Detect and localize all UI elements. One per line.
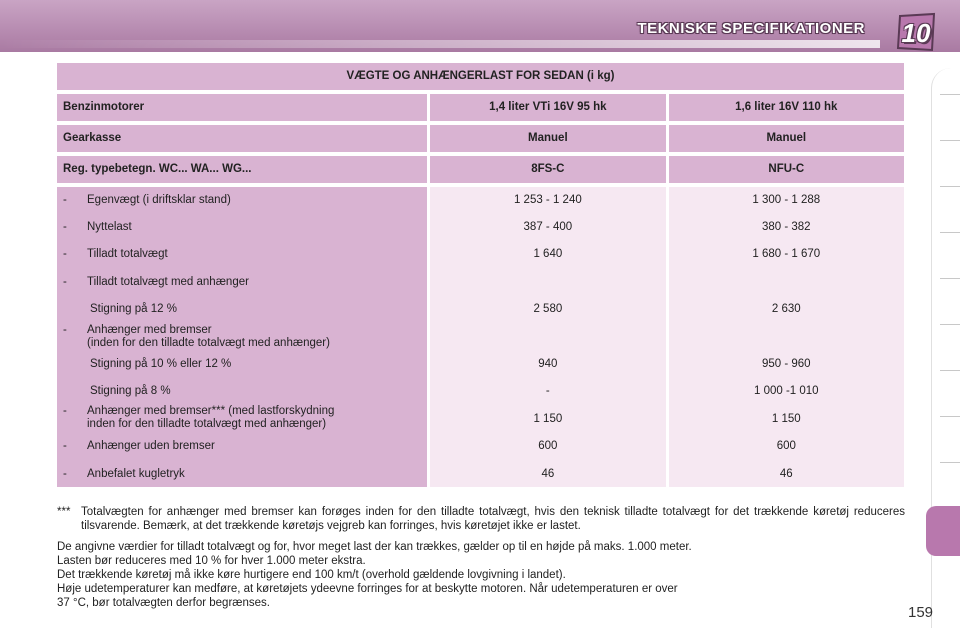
table-cell: 1 680 - 1 670 — [752, 248, 821, 260]
weights-table — [57, 63, 904, 487]
value-column-2 — [669, 187, 904, 487]
table-row-label: - Anhænger med bremser*** (med lastforskydning — [63, 405, 335, 417]
side-tab-divider — [940, 324, 960, 325]
table-row-label: Stigning på 8 % — [90, 385, 171, 397]
header-col1: 8FS-C — [430, 156, 665, 183]
paragraph-line: De angivne værdier for tilladt totalvægt og for, hvor meget last der kan trækkes, gælder op til en højde på maks. 1.000 meter. — [57, 541, 692, 553]
header-col2: 1,6 liter 16V 110 hk — [669, 94, 904, 121]
paragraph-line: Lasten bør reduceres med 10 % for hver 1.000 meter ekstra. — [57, 555, 366, 567]
paragraph-line: Det trækkende køretøj må ikke køre hurtigere end 100 km/t (overhold gældende lovgivning i landet). — [57, 569, 566, 581]
page-number: 159 — [908, 604, 934, 621]
header-label: Gearkasse — [57, 125, 427, 152]
table-row-label: - Tilladt totalvægt med anhænger — [63, 276, 249, 288]
table-cell: 46 — [541, 468, 555, 480]
side-tabs — [930, 68, 960, 548]
value-column-1 — [430, 187, 665, 487]
table-row-label: Stigning på 10 % eller 12 % — [90, 358, 232, 370]
header-col2: NFU-C — [669, 156, 904, 183]
table-row-label: - Nyttelast — [63, 221, 132, 233]
table-header-row — [57, 156, 904, 183]
side-tab-divider — [940, 94, 960, 95]
table-row-label: - Egenvægt (i driftsklar stand) — [63, 194, 231, 206]
table-cell: 600 — [776, 440, 796, 452]
side-tab-divider — [940, 416, 960, 417]
table-cell: 600 — [538, 440, 558, 452]
side-tab-divider — [940, 140, 960, 141]
table-body — [57, 187, 904, 487]
paragraph-line: 37 °C, bør totalvægten derfor begrænses. — [57, 597, 270, 609]
side-tab-divider — [940, 370, 960, 371]
info-paragraph — [57, 540, 905, 610]
table-cell: 1 253 - 1 240 — [513, 194, 582, 206]
side-tab-divider — [940, 186, 960, 187]
side-tab-divider — [940, 462, 960, 463]
table-cell: 950 - 960 — [761, 358, 811, 370]
side-tab-divider — [940, 278, 960, 279]
table-cell: 1 000 -1 010 — [753, 385, 819, 397]
table-row-label: Stigning på 12 % — [90, 303, 177, 315]
footnote — [57, 505, 905, 533]
header-col1: 1,4 liter VTi 16V 95 hk — [430, 94, 665, 121]
table-row-label: - Anhænger uden bremser — [63, 440, 215, 452]
table-row-label: - Anbefalet kugletryk — [63, 468, 185, 480]
table-row-label: - Tilladt totalvægt — [63, 248, 168, 260]
table-title: VÆGTE OG ANHÆNGERLAST FOR SEDAN (i kg) — [57, 63, 904, 90]
chapter-title: TEKNISKE SPECIFIKATIONER — [637, 20, 865, 37]
table-cell: 1 150 — [771, 413, 801, 425]
table-cell: 2 580 — [533, 303, 563, 315]
table-cell: 380 - 382 — [761, 221, 811, 233]
table-cell: 940 — [538, 358, 558, 370]
table-cell: 46 — [779, 468, 793, 480]
paragraph-line: Høje udetemperaturer kan medføre, at køretøjets ydeevne forringes for at beskytte motoren. Når udetemperaturen er over — [57, 583, 678, 595]
table-cell: 1 150 — [533, 413, 563, 425]
header-label: Reg. typebetegn. WC... WA... WG... — [57, 156, 427, 183]
chapter-badge — [894, 12, 938, 52]
table-cell: 387 - 400 — [523, 221, 573, 233]
label-column — [57, 187, 427, 487]
table-cell: - — [545, 385, 550, 397]
table-row-label: - Anhænger med bremser — [63, 324, 212, 336]
header-col1: Manuel — [430, 125, 665, 152]
header-label: Benzinmotorer — [57, 94, 427, 121]
header-strip — [0, 40, 880, 48]
table-header-row — [57, 125, 904, 152]
chapter-number: 10 — [901, 18, 931, 48]
footnote-text: Totalvægten for anhænger med bremser kan forøges inden for den tilladte totalvægt, hvis den teknisk tilladte totalvægt for det trækkende køretøj reduceres tilsvarende. Bemærk, at det trækkende køretøjs vejgreb kan forringes, hvis køretøjet ikke er lastet. — [81, 506, 905, 532]
table-row-label-line2: (inden for den tilladte totalvægt med anhænger) — [87, 337, 330, 349]
side-tab-active[interactable] — [926, 506, 960, 556]
table-header-row — [57, 94, 904, 121]
table-cell: 1 640 — [533, 248, 563, 260]
table-row-label-line2: inden for den tilladte totalvægt med anhænger) — [87, 418, 327, 430]
table-cell: 2 630 — [771, 303, 801, 315]
header-col2: Manuel — [669, 125, 904, 152]
table-cell: 1 300 - 1 288 — [752, 194, 821, 206]
side-tab-divider — [940, 232, 960, 233]
footnote-mark: *** — [57, 506, 71, 518]
